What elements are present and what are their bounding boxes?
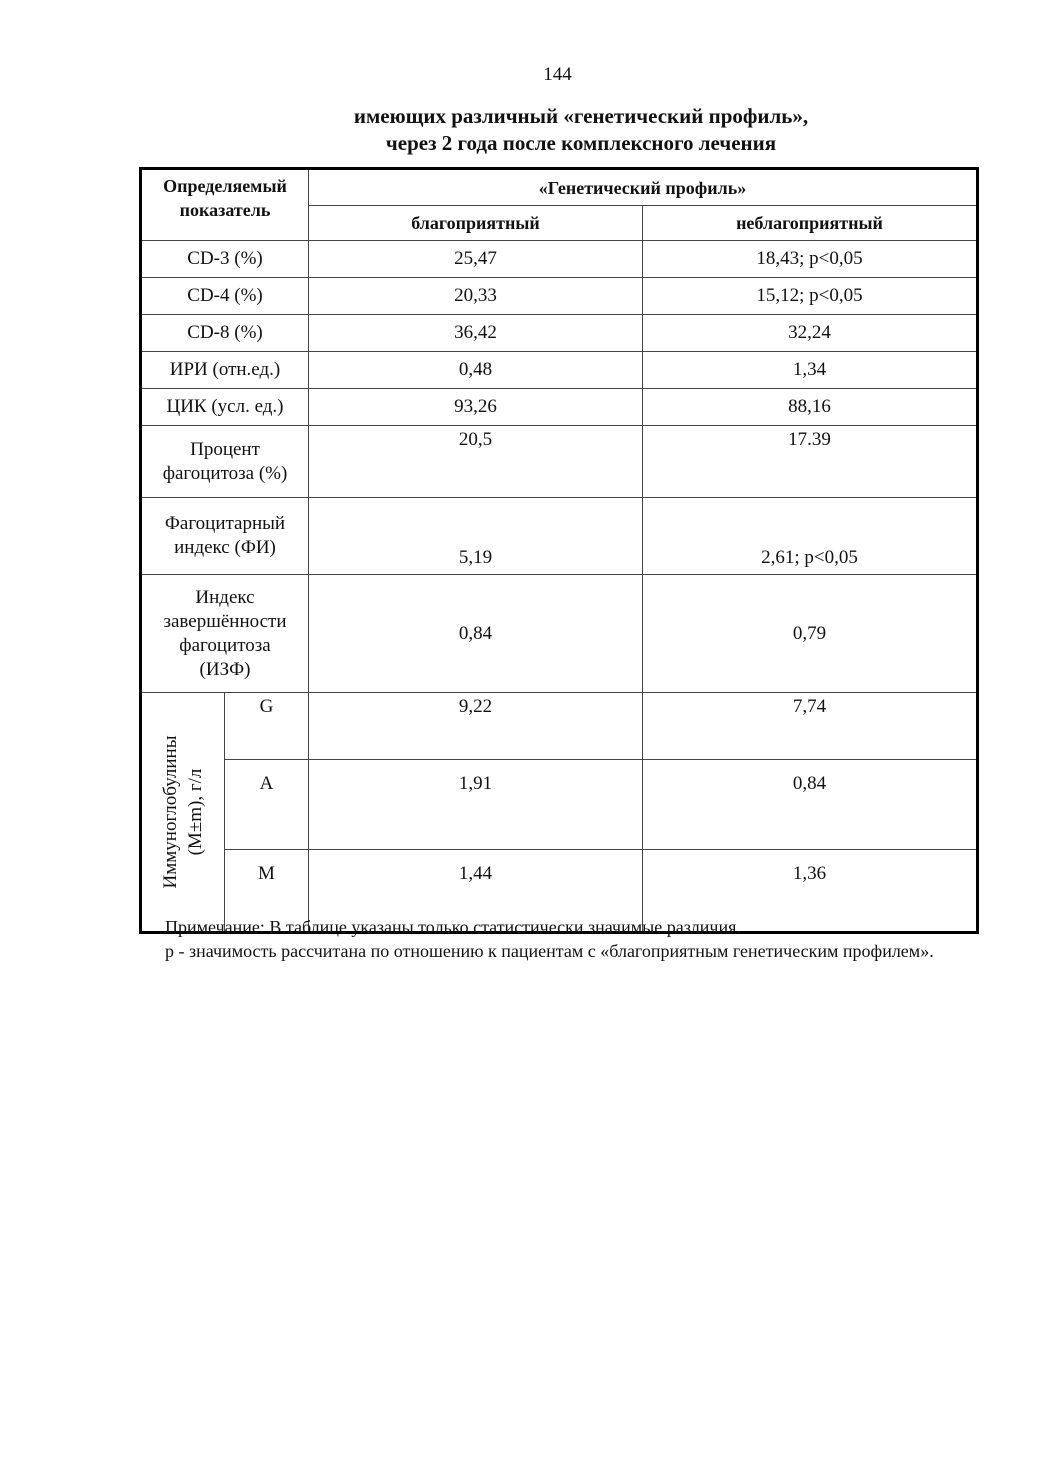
unfavorable-value: 18,43; p<0,05 (643, 241, 978, 278)
table-note (165, 915, 967, 963)
row-label (141, 426, 309, 498)
row-label: ИРИ (отн.ед.) (141, 352, 309, 389)
unfavorable-column-header: неблагоприятный (643, 206, 978, 241)
table-row (141, 389, 978, 426)
favorable-column-header: благоприятный (309, 206, 643, 241)
favorable-value: 1,44 (309, 850, 643, 933)
row-label (141, 498, 309, 575)
row-label: CD-3 (%) (141, 241, 309, 278)
row-label-line2: индекс (ФИ) (174, 537, 276, 558)
immunoglobulins-label-line1: Иммуноглобулины (160, 735, 181, 889)
unfavorable-value: 1,34 (643, 352, 978, 389)
immunoglobulins-label-line2: (M±m), г/л (185, 768, 206, 856)
table-row (141, 426, 978, 498)
favorable-value: 1,91 (309, 760, 643, 850)
unfavorable-value: 32,24 (643, 315, 978, 352)
unfavorable-value: 2,61; p<0,05 (643, 498, 978, 575)
favorable-value: 25,47 (309, 241, 643, 278)
favorable-value: 5,19 (309, 498, 643, 575)
row-label-line2: завершённости (163, 610, 287, 632)
immunoglobulin-class: A (225, 760, 309, 850)
table-row (141, 760, 978, 850)
unfavorable-value: 7,74 (643, 693, 978, 760)
row-label-line3: фагоцитоза (179, 634, 271, 656)
table-row (141, 315, 978, 352)
unfavorable-value: 17.39 (643, 426, 978, 498)
unfavorable-value: 1,36 (643, 850, 978, 933)
row-label-line2: фагоцитоза (%) (162, 462, 288, 484)
title-line-2: через 2 года после комплексного лечения (385, 131, 777, 155)
row-label: ЦИК (усл. ед.) (141, 389, 309, 426)
row-label-line1: Процент (190, 438, 260, 460)
unfavorable-value: 0,84 (643, 760, 978, 850)
header-row (141, 169, 978, 206)
parameter-header-line1: Определяемый (163, 176, 287, 196)
table-title (0, 103, 1039, 157)
table-row (141, 241, 978, 278)
table-row (141, 352, 978, 389)
note-line1: Примечание: В таблице указаны только статистически значимые различия. (165, 917, 741, 937)
row-label: CD-8 (%) (141, 315, 309, 352)
row-label: CD-4 (%) (141, 278, 309, 315)
table-row (141, 575, 978, 693)
parameter-header-line2: показатель (179, 200, 271, 220)
immunoglobulin-class: G (225, 693, 309, 760)
row-label-line4: (ИЗФ) (199, 658, 251, 680)
title-line-1: имеющих различный «генетический профиль», (353, 104, 809, 128)
table-row (141, 278, 978, 315)
immunoglobulins-group-label (141, 693, 225, 933)
favorable-value: 0,48 (309, 352, 643, 389)
parameter-header (141, 169, 309, 241)
immunoglobulin-class: M (225, 850, 309, 933)
favorable-value: 9,22 (309, 693, 643, 760)
favorable-value: 20,33 (309, 278, 643, 315)
favorable-value: 20,5 (309, 426, 643, 498)
unfavorable-value: 88,16 (643, 389, 978, 426)
note-line2: p - значимость рассчитана по отношению к пациентам с «благоприятным генетическим профилем». (165, 941, 934, 961)
table-row (141, 693, 978, 760)
page-number: 144 (543, 64, 572, 85)
favorable-value: 93,26 (309, 389, 643, 426)
row-label-line1: Фагоцитарный (164, 513, 286, 534)
favorable-value: 36,42 (309, 315, 643, 352)
row-label (141, 575, 309, 693)
favorable-value: 0,84 (309, 575, 643, 693)
unfavorable-value: 15,12; p<0,05 (643, 278, 978, 315)
results-table (139, 167, 979, 934)
genetic-profile-header: «Генетический профиль» (309, 169, 978, 206)
table-row (141, 498, 978, 575)
unfavorable-value: 0,79 (643, 575, 978, 693)
row-label-line1: Индекс (195, 586, 255, 608)
immunoglobulins-rotated-label (158, 736, 208, 889)
